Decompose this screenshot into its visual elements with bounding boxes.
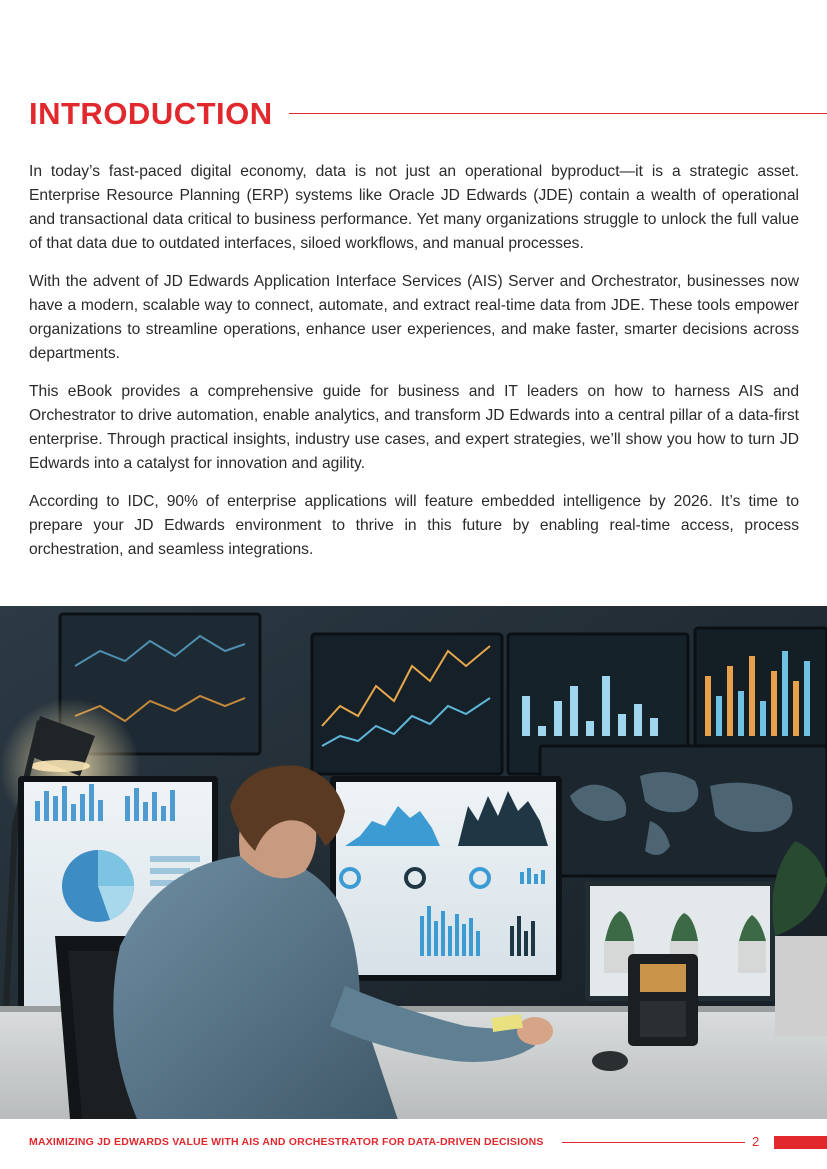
footer-accent-tab bbox=[774, 1136, 827, 1149]
paragraph-4: According to IDC, 90% of enterprise applications will feature embedded intelligence by 2026. It’s time to prepare your JD Edwards environment to thrive in this future by enabling real-time access, process orchestration, and seamless integrations. bbox=[29, 493, 799, 558]
title-rule bbox=[289, 113, 827, 114]
analyst-at-dashboards-illustration bbox=[0, 606, 827, 1119]
footer-rule bbox=[562, 1142, 745, 1143]
intro-body bbox=[29, 160, 799, 576]
paragraph-3: This eBook provides a comprehensive guide for business and IT leaders on how to harness AIS and Orchestrator to drive automation, enable analytics, and transform JD Edwards into a central pillar of a data-first enterprise. Through practical insights, industry use cases, and expert strategies, we’ll show you how to turn JD Edwards into a catalyst for innovation and agility. bbox=[29, 383, 799, 472]
paragraph-2: With the advent of JD Edwards Application Interface Services (AIS) Server and Orchestrator, businesses now have a modern, scalable way to connect, automate, and extract real-time data from JDE. These tools empower organizations to streamline operations, enhance user experiences, and make faster, smarter decisions across departments. bbox=[29, 273, 799, 362]
paragraph-1: In today’s fast-paced digital economy, data is not just an operational byproduct—it is a strategic asset. Enterprise Resource Planning (ERP) systems like Oracle JD Edwards (JDE) contain a wealth of operational and transactional data critical to business performance. Yet many organizations struggle to unlock the full value of that data due to outdated interfaces, siloed workflows, and manual processes. bbox=[29, 163, 799, 252]
hero-photo bbox=[0, 606, 827, 1119]
page-number: 2 bbox=[752, 1134, 760, 1149]
section-title: INTRODUCTION bbox=[29, 96, 273, 131]
footer-title: MAXIMIZING JD EDWARDS VALUE WITH AIS AND ORCHESTRATOR FOR DATA-DRIVEN DECISIONS bbox=[29, 1136, 544, 1148]
